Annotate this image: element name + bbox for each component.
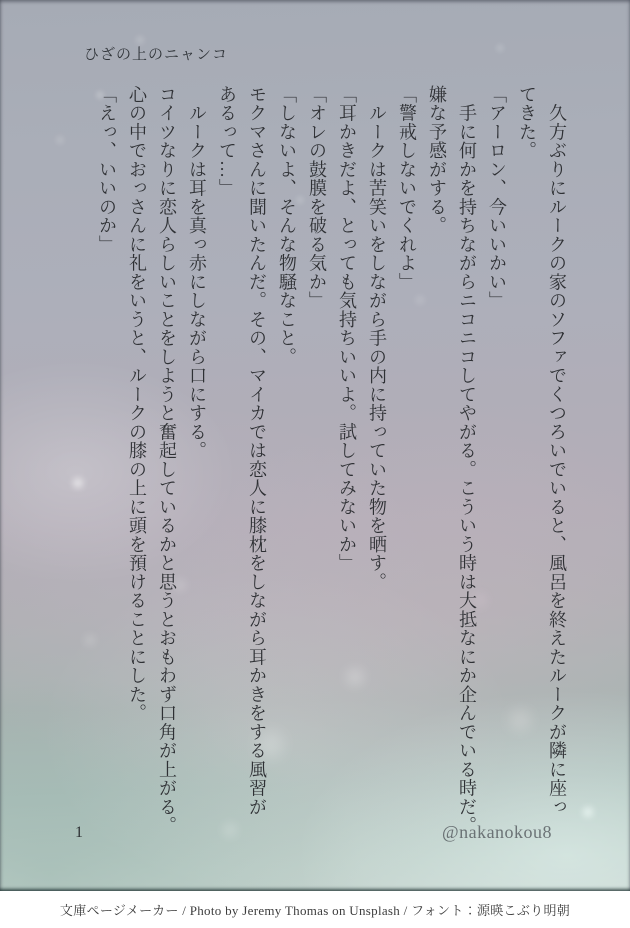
text-column: 「アーロン、今いいかい」 <box>487 85 507 310</box>
page-number: 1 <box>75 824 83 841</box>
text-column: てきた。 <box>517 85 537 160</box>
text-column: 「警戒しないでくれよ」 <box>397 85 417 292</box>
text-column: 手に何かを持ちながらニコニコしてやがる。こういう時は大抵なにか企んでいる時だ。 <box>457 85 477 835</box>
text-column: 「しないよ、そんな物騒なこと。 <box>277 85 297 367</box>
text-column: 心の中でおっさんに礼をいうと、ルークの膝の上に頭を預けることにした。 <box>127 85 147 723</box>
story-text <box>92 85 572 843</box>
text-column: モクマさんに聞いたんだ。その、マイカでは恋人に膝枕をしながら耳かきをする風習が <box>247 85 267 817</box>
text-column: 嫌な予感がする。 <box>427 85 447 235</box>
text-column: あるって…」 <box>217 85 237 198</box>
star-field <box>0 0 4 4</box>
text-column: 「えっ、いいのか」 <box>97 85 117 254</box>
footer-credit <box>0 891 630 928</box>
twitter-handle: @nakanokou8 <box>442 822 553 842</box>
text-column: 「オレの鼓膜を破る気か」 <box>307 85 327 310</box>
footer-credit-text: 文庫ページメーカー / Photo by Jeremy Thomas on Unsplash / フォント：源暎こぶり明朝 <box>59 903 571 918</box>
text-column: 久方ぶりにルークの家のソファでくつろいでいると、風呂を終えたルークが隣に座っ <box>547 85 567 817</box>
text-column: ルークは耳を真っ赤にしながら口にする。 <box>187 85 207 460</box>
text-column: 「耳かきだよ、とっても気持ちいいよ。試してみないか」 <box>337 85 357 573</box>
text-column: ルークは苦笑いをしながら手の内に持っていた物を晒す。 <box>367 85 387 592</box>
page-title: ひざの上のニャンコ <box>84 47 229 63</box>
text-column: コイツなりに恋人らしいことをしようと奮起しているかと思うとおもわず口角が上がる。 <box>157 85 177 835</box>
